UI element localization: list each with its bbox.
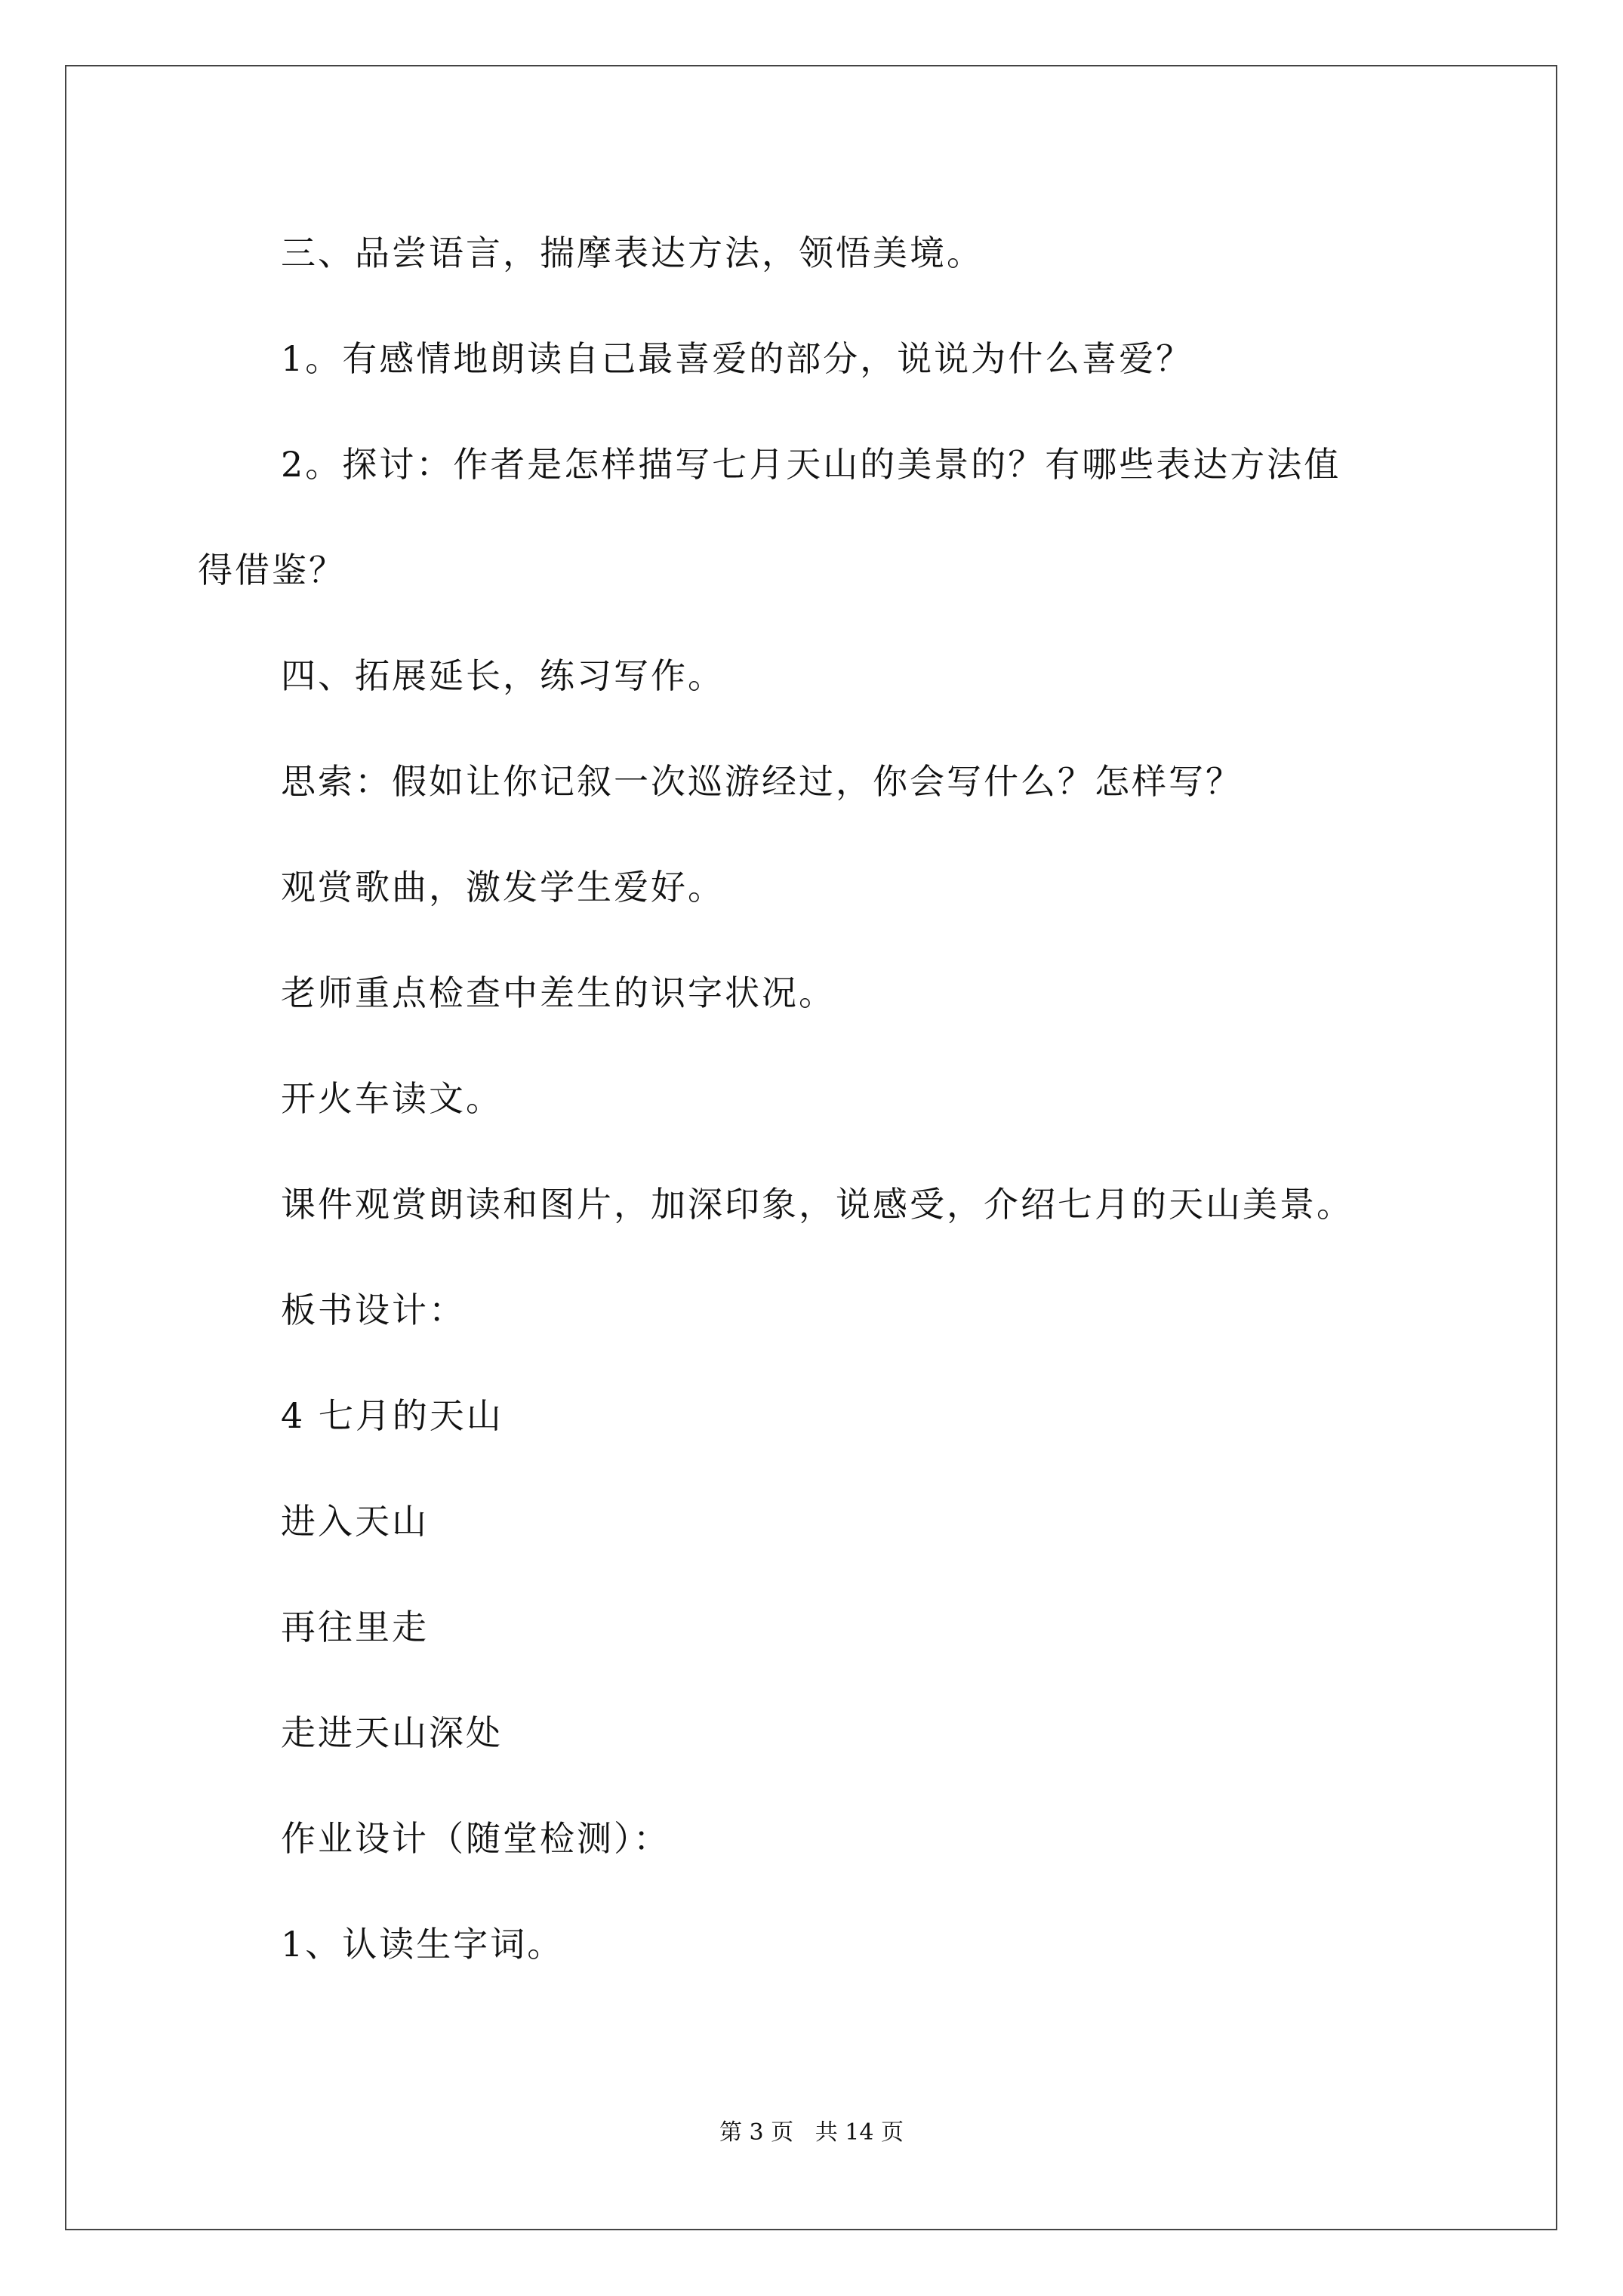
page-border <box>65 65 1557 2230</box>
paragraph-item-2: 2。探讨：作者是怎样描写七月天山的美景的？有哪些表达方法值 <box>281 444 1341 485</box>
paragraph-teacher-check: 老师重点检查中差生的识字状况。 <box>281 972 836 1013</box>
paragraph-train-reading: 开火车读文。 <box>281 1078 503 1119</box>
board-title: 4 七月的天山 <box>281 1395 504 1436</box>
paragraph-song: 观赏歌曲，激发学生爱好。 <box>281 867 725 908</box>
section-heading-four: 四、拓展延长，练习写作。 <box>281 655 725 696</box>
page-footer: 第 3 页 共 14 页 <box>719 2119 904 2146</box>
paragraph-courseware: 课件观赏朗读和图片，加深印象，说感受，介绍七月的天山美景。 <box>281 1184 1354 1225</box>
board-line-enter: 进入天山 <box>281 1501 429 1542</box>
board-line-deep: 走进天山深处 <box>281 1712 503 1753</box>
homework-heading: 作业设计（随堂检测）： <box>281 1818 670 1859</box>
paragraph-item-1: 1。有感情地朗读自己最喜爱的部分，说说为什么喜爱？ <box>281 338 1193 379</box>
section-heading-three: 三、品尝语言，揣摩表达方法，领悟美境。 <box>281 233 984 273</box>
board-design-heading: 板书设计： <box>281 1290 466 1330</box>
board-line-further: 再往里走 <box>281 1607 429 1647</box>
paragraph-item-2-continued: 得借鉴？ <box>198 550 346 590</box>
paragraph-think: 思索：假如让你记叙一次巡游经过，你会写什么？怎样写？ <box>281 761 1243 802</box>
homework-item-1: 1、认读生字词。 <box>281 1924 565 1965</box>
